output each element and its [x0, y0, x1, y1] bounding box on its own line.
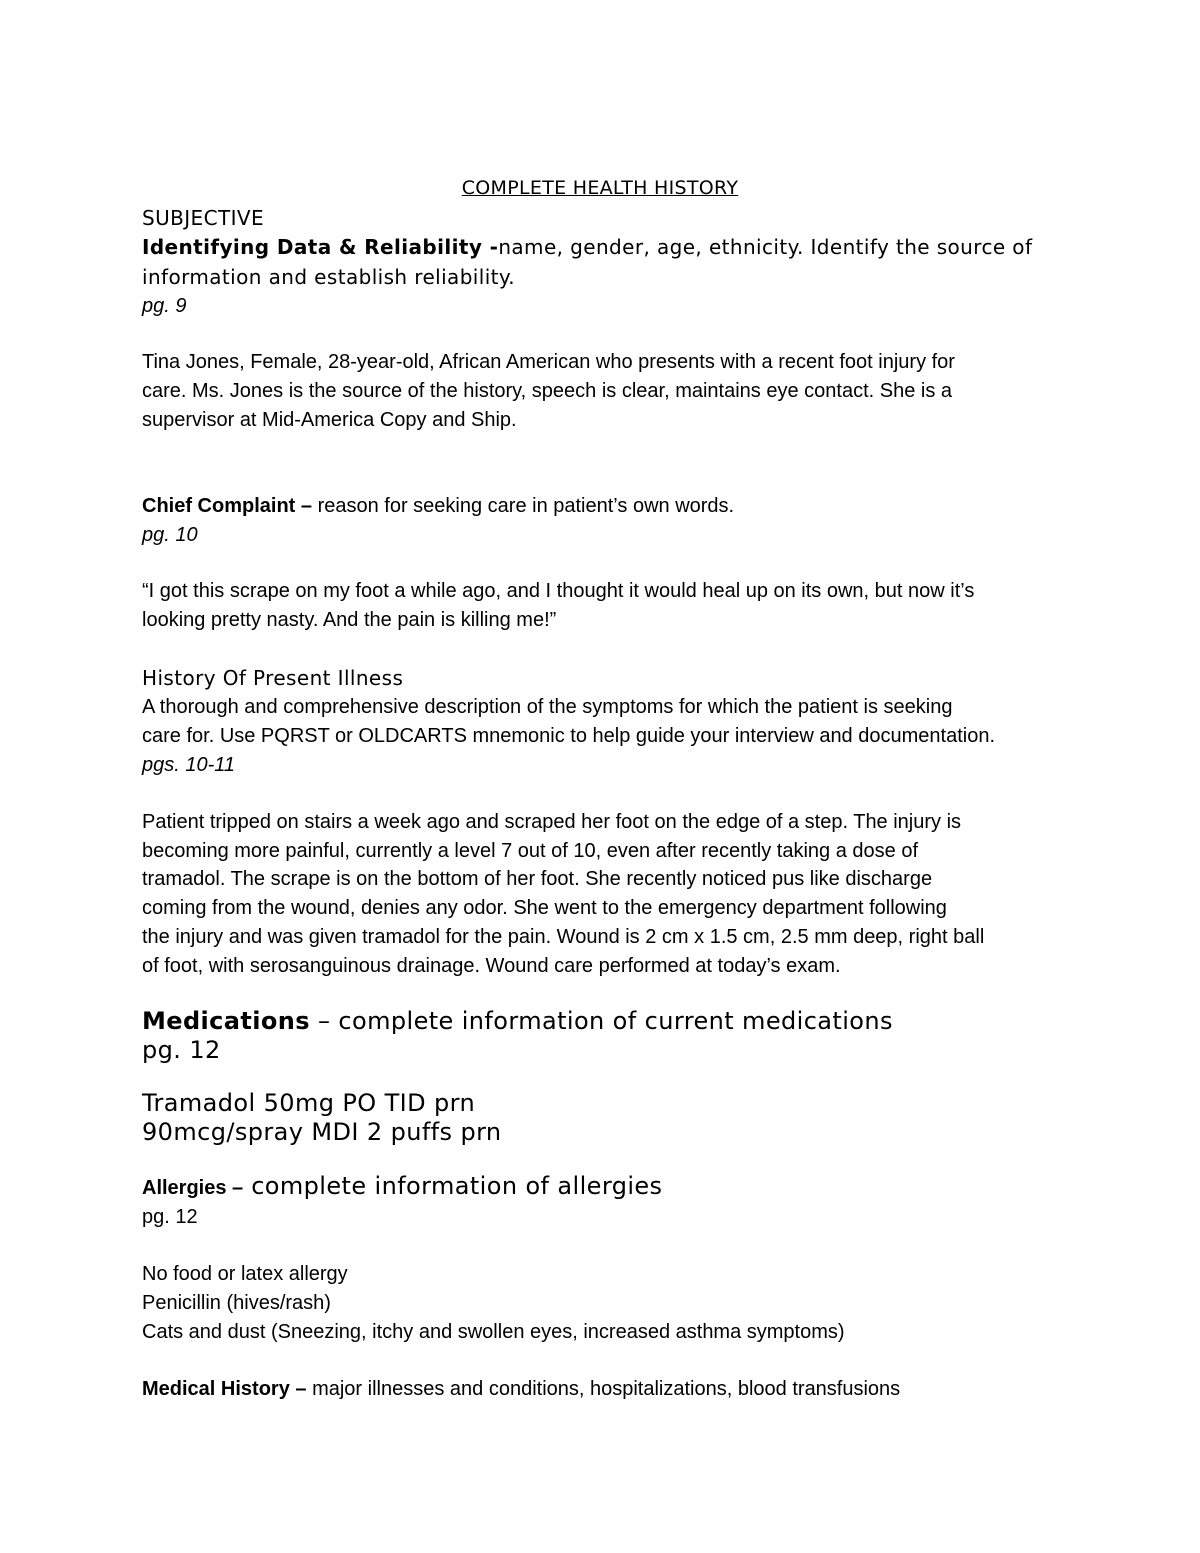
medication-item-1: Tramadol 50mg PO TID prn: [142, 1089, 476, 1117]
identifying-page-ref: pg. 9: [142, 295, 187, 317]
allergies-desc: complete information of allergies: [243, 1172, 663, 1200]
chief-complaint-quote-2: looking pretty nasty. And the pain is killing me!”: [142, 609, 557, 631]
allergies-heading: Allergies –: [142, 1177, 244, 1199]
hpi-body-3: tramadol. The scrape is on the bottom of her foot. She recently noticed pus like discharge: [142, 868, 933, 890]
chief-complaint-heading: Chief Complaint –: [142, 495, 313, 517]
document-title: COMPLETE HEALTH HISTORY: [461, 177, 739, 199]
medications-heading: Medications: [142, 1007, 310, 1035]
identifying-body-3: supervisor at Mid-America Copy and Ship.: [142, 409, 517, 431]
identifying-desc-2: information and establish reliability.: [142, 265, 516, 289]
hpi-body-1: Patient tripped on stairs a week ago and scraped her foot on the edge of a step. The injury is: [142, 811, 962, 833]
chief-complaint-page-ref: pg. 10: [142, 524, 198, 546]
medical-history-desc: major illnesses and conditions, hospitalizations, blood transfusions: [306, 1378, 901, 1400]
allergies-page-ref: pg. 12: [142, 1206, 198, 1228]
medical-history-heading: Medical History –: [142, 1378, 307, 1400]
hpi-body-4: coming from the wound, denies any odor. She went to the emergency department following: [142, 897, 947, 919]
hpi-heading: History Of Present Illness: [142, 666, 404, 690]
medications-line: [142, 1006, 893, 1036]
medical-history-line: [142, 1376, 900, 1402]
hpi-page-ref: pgs. 10-11: [142, 754, 236, 776]
chief-complaint-quote-1: “I got this scrape on my foot a while ago, and I thought it would heal up on its own, but now it’s: [142, 580, 975, 602]
chief-complaint-desc: reason for seeking care in patient’s own words.: [312, 495, 735, 517]
subjective-heading: SUBJECTIVE: [142, 206, 264, 230]
hpi-body-6: of foot, with serosanguinous drainage. Wound care performed at today’s exam.: [142, 955, 841, 977]
hpi-desc-1: A thorough and comprehensive description of the symptoms for which the patient is seeking: [142, 696, 953, 718]
identifying-desc-1: name, gender, age, ethnicity. Identify the source of: [498, 235, 1033, 259]
allergy-item-3: Cats and dust (Sneezing, itchy and swollen eyes, increased asthma symptoms): [142, 1321, 845, 1343]
identifying-heading: Identifying Data & Reliability -: [142, 235, 499, 259]
hpi-desc-2: care for. Use PQRST or OLDCARTS mnemonic to help guide your interview and documentation.: [142, 725, 995, 747]
allergy-item-2: Penicillin (hives/rash): [142, 1292, 331, 1314]
allergies-line: [142, 1171, 662, 1203]
medications-desc: – complete information of current medications: [309, 1007, 893, 1035]
medication-item-2: 90mcg/spray MDI 2 puffs prn: [142, 1118, 502, 1146]
hpi-body-5: the injury and was given tramadol for the pain. Wound is 2 cm x 1.5 cm, 2.5 mm deep, right ball: [142, 926, 985, 948]
identifying-body-2: care. Ms. Jones is the source of the history, speech is clear, maintains eye contact. She is a: [142, 380, 953, 402]
medications-page-ref: pg. 12: [142, 1036, 221, 1064]
identifying-line-1: [142, 234, 1032, 260]
chief-complaint-line: [142, 493, 734, 519]
identifying-body-1: Tina Jones, Female, 28-year-old, African American who presents with a recent foot injury for: [142, 351, 955, 373]
hpi-body-2: becoming more painful, currently a level 7 out of 10, even after recently taking a dose of: [142, 840, 918, 862]
allergy-item-1: No food or latex allergy: [142, 1263, 348, 1285]
